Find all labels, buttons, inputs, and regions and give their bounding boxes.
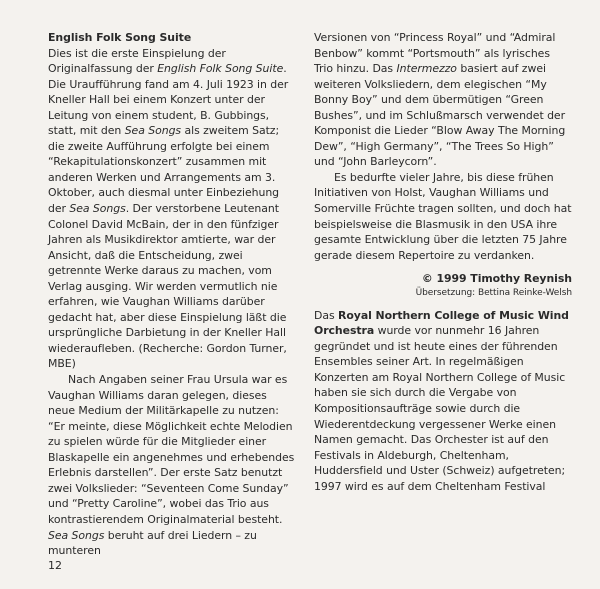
text-run: Dies ist die erste Einspielung der Originalfassung der [48, 46, 226, 76]
italic-title: Intermezzo [396, 62, 457, 76]
italic-title: Sea Songs [48, 528, 105, 542]
text-run: beruht auf drei Liedern – zu munteren [48, 528, 257, 558]
italic-title: Sea Songs [69, 202, 126, 216]
text-run: . Die Uraufführung fand am 4. Juli 1923 in der Kneller Hall bei einem Konzert unter der Leitung von einem student, B. Gubbings, statt, mit den [48, 62, 289, 138]
paragraph-origin [48, 46, 296, 372]
text-run: Das [314, 308, 338, 322]
translation-credit: Übersetzung: Bettina Reinke-Welsh [415, 287, 572, 298]
paragraph-ursula [48, 372, 296, 559]
paragraph-initiatives [314, 170, 572, 263]
text-run: wurde vor nunmehr 16 Jahren gegründet und ist heute eines der führenden Ensembles seiner Art. In regelmäßigen Konzerten am Royal Northern College of Music haben sie sich durch die Vergabe von Kompositionsaufträge sowie durch die Wiederentdeckung vergessener Werke einen Namen gemacht. Das Orchester ist auf den Festivals in Aldeburgh, Cheltenham, Huddersfield und Uster (Schweiz) aufgetreten; 1997 wird es auf dem Cheltenham Festival [314, 324, 566, 493]
italic-title: English Folk Song Suite [157, 62, 284, 76]
text-run: als zweitem Satz; die zweite Aufführung erfolgte bei einem “Rekapitulationskonzert” zusammen mit anderen Werken und Arrangements am 3. Oktober, auch diesmal unter Einbeziehung der [48, 124, 280, 216]
copyright-line: © 1999 Timothy Reynish [421, 272, 572, 286]
bold-name: Royal Northern College of Music Wind Orchestra [314, 308, 569, 338]
page-number: 12 [48, 559, 62, 572]
text-run: Versionen von “Princess Royal” und “Admiral Benbow” kommt “Portsmouth” als lyrisches Trio hinzu. Das [314, 31, 556, 76]
text-run: Es bedurfte vieler Jahre, bis diese frühen Initiativen von Holst, Vaughan Williams und Somerville Früchte tragen sollten, und doch hat beispielsweise die Blasmusik in den USA ihre gesamte Entwicklung über die letzten 75 Jahre gerade diesem Repertoire zu verdanken. [314, 170, 572, 262]
italic-title: Sea Songs [124, 124, 182, 138]
text-run: Nach Angaben seiner Frau Ursula war es Vaughan Williams daran gelegen, dieses neue Medium der Militärkapelle zu nutzen: “Er meinte, diese Möglichkeit echte Melodien zu spielen würde für die Mitglieder einer Blaskapelle ein angenehmes und erhebendes Erlebnis darstellen”. Der erste Satz benutzt zwei Volkslieder: “Seventeen Come Sunday” und “Pretty Caroline”, wobei das Trio aus kontrastierendem Originalmaterial besteht. [48, 373, 295, 526]
text-run: . Der verstorbene Leutenant Colonel David McBain, der in den fünfziger Jahren als Musikdirektor amtierte, war der Ansicht, daß die Entscheidung, zwei getrennte Werke daraus zu machen, vom Verlag ausging. Wir werden vermutlich nie erfahren, wie Vaughan Williams darüber gedacht hat, aber diese Einspielung läßt die ursprüngliche Darbietung in der Kneller Hall wiederaufleben. (Recherche: Gordon Turner, MBE) [48, 202, 287, 371]
paragraph-sea-songs [314, 30, 572, 170]
section-heading: English Folk Song Suite [48, 31, 192, 44]
text-run: basiert auf zwei weiteren Volksliedern, dem elegischen “My Bonny Boy” und dem übermütigen “Green Bushes”, und im Schlußmarsch verwendet der Komponist die Lieder “Blow Away The Morning Dew”, “High Germany”, “The Trees So High” und “John Barleycorn”. [314, 62, 566, 169]
left-column [48, 30, 296, 559]
right-column [314, 30, 572, 494]
paragraph-orchestra [314, 308, 572, 495]
